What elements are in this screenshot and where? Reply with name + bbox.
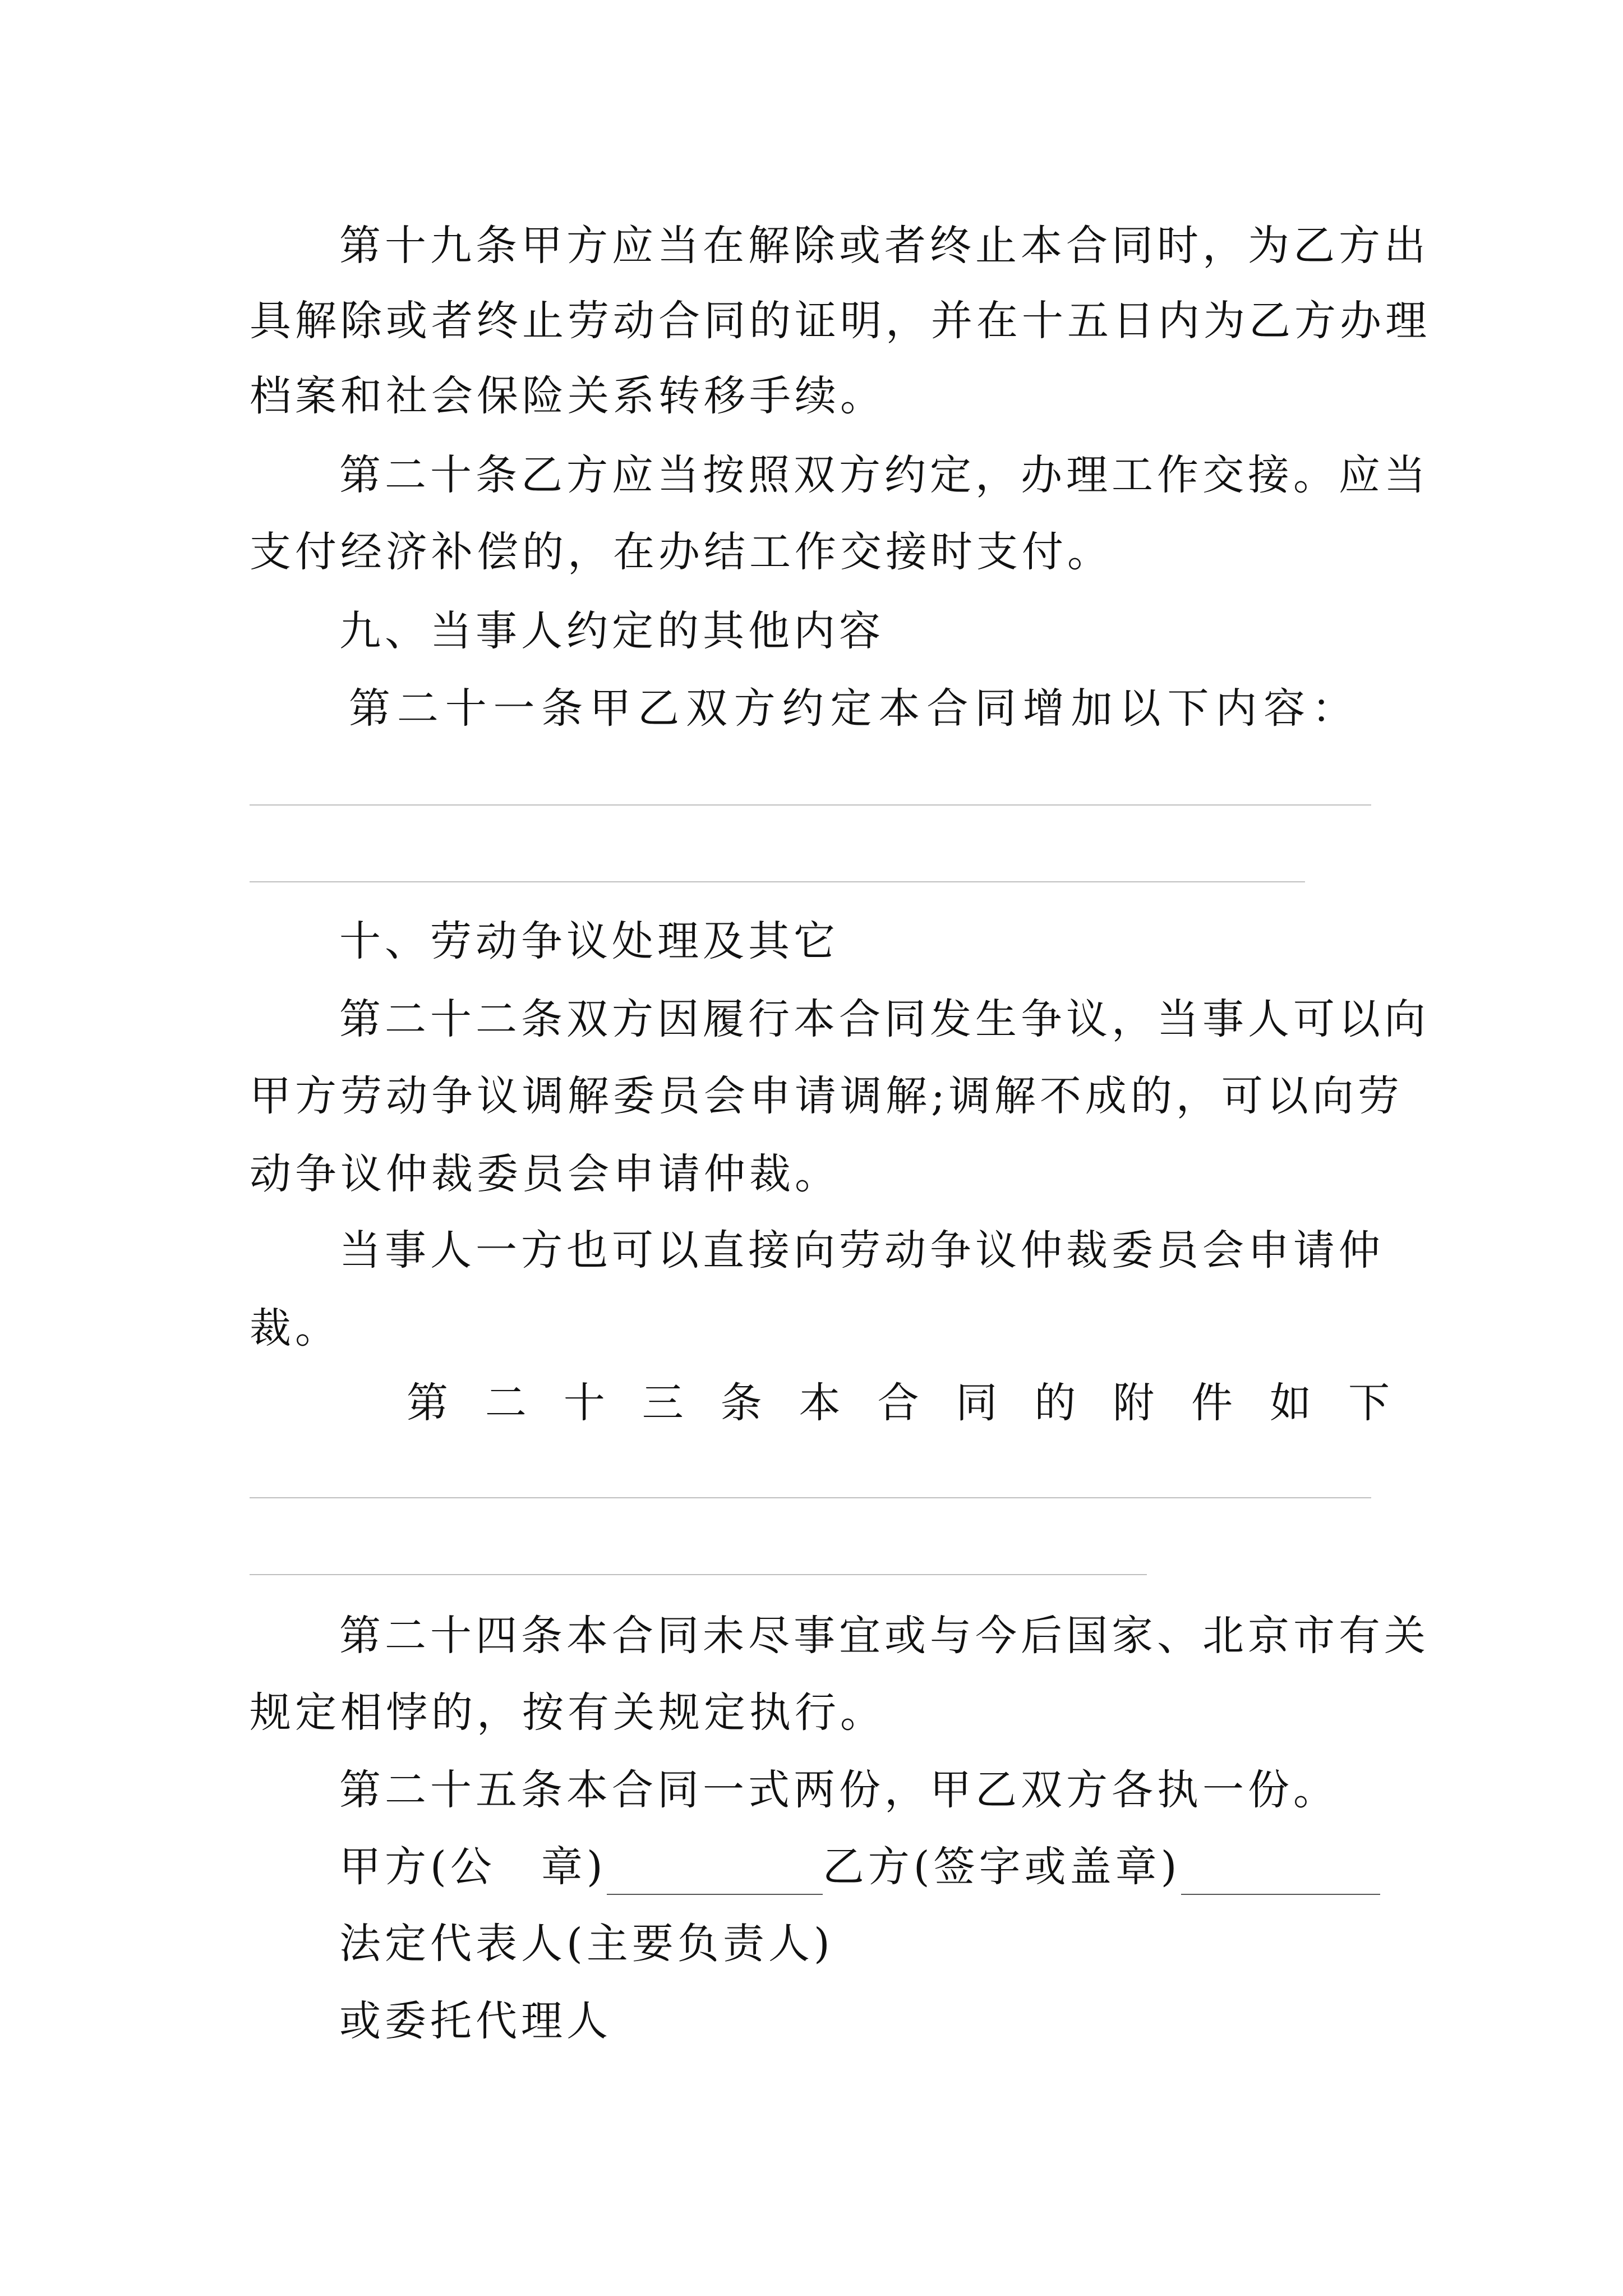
party-a-seal-label: 甲方(公 章) [339,1843,607,1891]
article-25-line: 第二十五条本合同一式两份，甲乙双方各执一份。 [339,1766,1339,1814]
party-b-signature-blank [1181,1855,1380,1895]
article-22-line-2: 甲方劳动争议调解委员会申请调解;调解不成的，可以向劳 [250,1072,1403,1120]
authorized-agent-label: 或委托代理人 [339,1997,612,2045]
article-22-line-1: 第二十二条双方因履行本合同发生争议，当事人可以向 [339,995,1430,1043]
section-9-heading: 九、当事人约定的其他内容 [339,607,884,655]
article-19-line-3: 档案和社会保险关系转移手续。 [250,372,886,420]
paragraph-direct-arbitration-line-2: 裁。 [250,1304,340,1352]
fill-in-line [250,1574,1147,1575]
article-24-line-1: 第二十四条本合同未尽事宜或与今后国家、北京市有关 [339,1612,1430,1660]
article-20-line-2: 支付经济补偿的，在办结工作交接时支付。 [250,528,1113,576]
article-22-line-3: 动争议仲裁委员会申请仲裁。 [250,1150,840,1198]
article-19-line-2: 具解除或者终止劳动合同的证明，并在十五日内为乙方办理 [250,297,1431,345]
signature-row [339,1839,1394,1895]
article-24-line-2: 规定相悖的，按有关规定执行。 [250,1688,886,1737]
paragraph-direct-arbitration-line-1: 当事人一方也可以直接向劳动争议仲裁委员会申请仲 [339,1226,1384,1274]
article-21-line: 第二十一条甲乙双方约定本合同增加以下内容： [349,684,1357,733]
party-a-signature-blank [607,1855,823,1895]
legal-representative-label: 法定代表人(主要负责人) [339,1920,834,1968]
fill-in-line [250,804,1371,806]
article-19-line-1: 第十九条甲方应当在解除或者终止本合同时，为乙方出 [339,222,1430,270]
section-10-heading: 十、劳动争议处理及其它 [339,917,839,965]
article-23-line: 第二十三条本合同的附件如下 [407,1379,1394,1427]
fill-in-line [250,881,1305,882]
fill-in-line [250,1497,1371,1498]
party-b-signature-label: 乙方(签字或盖章) [822,1843,1181,1891]
article-20-line-1: 第二十条乙方应当按照双方约定，办理工作交接。应当 [339,451,1430,499]
